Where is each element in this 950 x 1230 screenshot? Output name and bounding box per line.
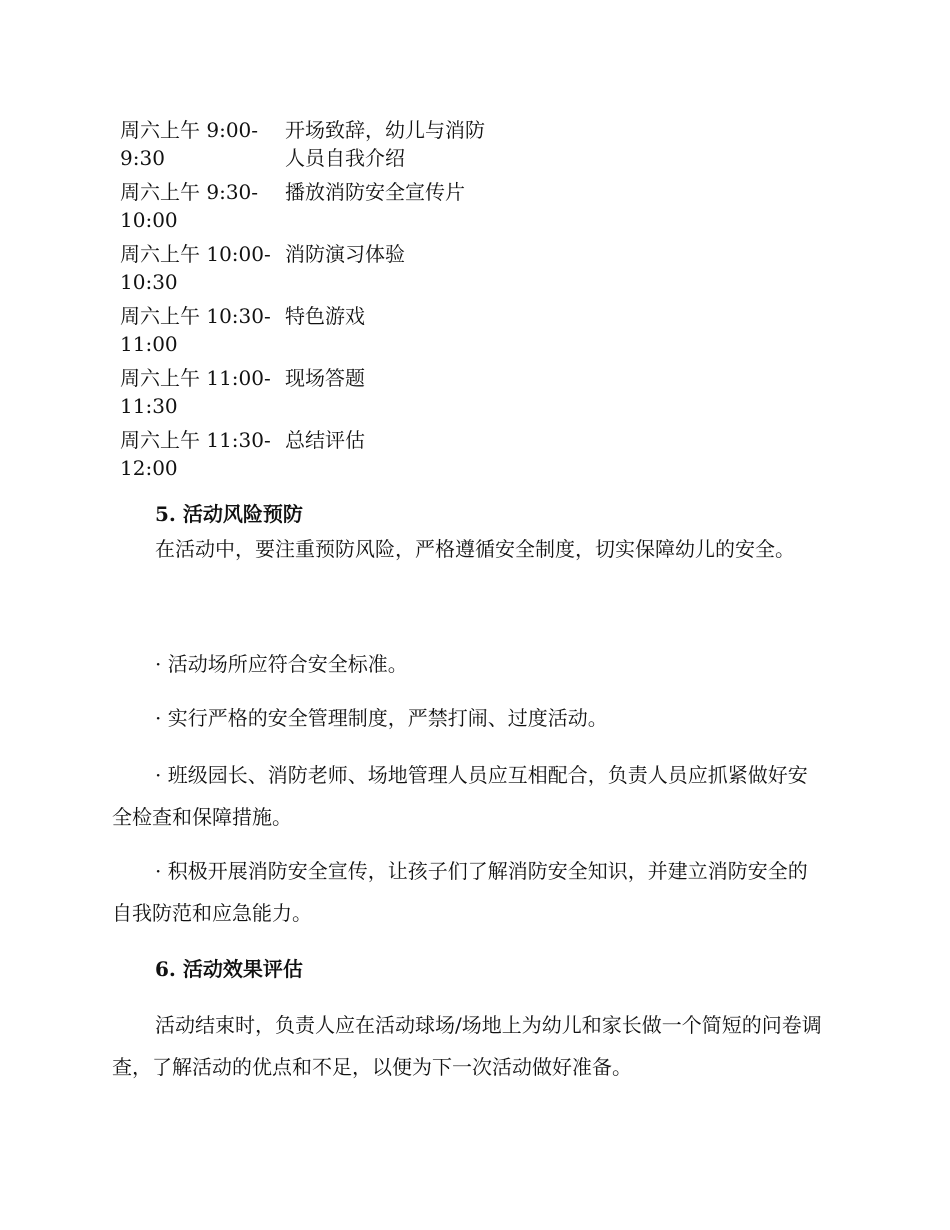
schedule-table (120, 116, 520, 488)
schedule-row (120, 116, 520, 172)
bullet-item: · 班级园长、消防老师、场地管理人员应互相配合，负责人员应抓紧做好安全检查和保障措施。 (112, 763, 808, 829)
schedule-event: 特色游戏 (285, 304, 365, 328)
bullet-item: · 活动场所应符合安全标准。 (155, 652, 408, 676)
schedule-time: 周六上午 9:00-9:30 (120, 118, 259, 170)
schedule-row (120, 240, 520, 296)
schedule-time: 周六上午 9:30-10:00 (120, 180, 259, 232)
paragraph-risk-intro: 在活动中，要注重预防风险，严格遵循安全制度，切实保障幼儿的安全。 (155, 537, 795, 561)
schedule-row (120, 426, 520, 482)
schedule-row (120, 302, 520, 358)
schedule-event: 消防演习体验 (285, 242, 405, 266)
schedule-time: 周六上午 11:30-12:00 (120, 428, 271, 480)
schedule-row (120, 364, 520, 420)
bullet-item: · 积极开展消防安全宣传，让孩子们了解消防安全知识，并建立消防安全的自我防范和应急能力。 (112, 859, 808, 925)
schedule-time: 周六上午 10:00-10:30 (120, 242, 271, 294)
schedule-time: 周六上午 11:00-11:30 (120, 366, 271, 418)
bullet-item: · 实行严格的安全管理制度，严禁打闹、过度活动。 (155, 706, 608, 730)
schedule-time: 周六上午 10:30-11:00 (120, 304, 271, 356)
schedule-event: 现场答题 (285, 366, 365, 390)
paragraph-evaluation: 活动结束时，负责人应在活动球场/场地上为幼儿和家长做一个简短的问卷调查，了解活动的优点和不足，以便为下一次活动做好准备。 (112, 1013, 822, 1079)
schedule-row (120, 178, 520, 234)
schedule-event: 播放消防安全宣传片 (285, 180, 465, 204)
schedule-event: 开场致辞，幼儿与消防人员自我介绍 (285, 118, 485, 170)
section-heading-effect-evaluation: 6. 活动效果评估 (155, 957, 303, 981)
section-heading-risk-prevention: 5. 活动风险预防 (155, 502, 303, 526)
schedule-event: 总结评估 (285, 428, 365, 452)
